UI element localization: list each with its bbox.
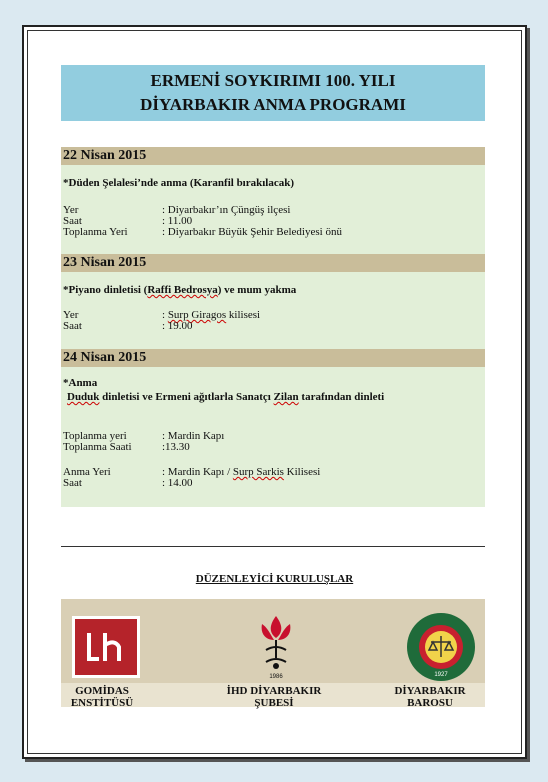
org-name-line: İHD DİYARBAKIR [226, 685, 322, 697]
detail-key: Toplanma Yeri [63, 226, 128, 238]
performer-name: Raffi Bedrosya [147, 284, 218, 296]
value-text: : Mardin Kapı / [162, 466, 233, 478]
detail-key: Saat [63, 320, 82, 332]
detail-key: Yer [63, 309, 79, 321]
day-event-1: *Düden Şelalesi’nde anma (Karanfil bırakılacak) [63, 177, 295, 189]
org-name-gomidas [62, 685, 142, 709]
org-name-ihd [219, 685, 329, 709]
event-text: *Piyano dinletisi ( [63, 284, 148, 296]
title-line-2: DİYARBAKIR ANMA PROGRAMI [140, 95, 406, 114]
org-name-baro [390, 685, 470, 709]
detail-value: : Mardin Kapı [162, 430, 225, 442]
value-text: : [162, 309, 168, 321]
day-section-1 [61, 147, 485, 254]
detail-row [61, 467, 485, 478]
baro-seal-icon [406, 612, 476, 682]
day-section-3 [61, 349, 485, 507]
value-text: Kilisesi [283, 466, 321, 478]
artist-name: Zilan [273, 391, 299, 403]
church-name: Surp Sarkis [232, 466, 284, 478]
day-date-1: 22 Nisan 2015 [61, 147, 485, 165]
detail-key: Saat [63, 477, 82, 489]
detail-key: Toplanma yeri [63, 430, 127, 442]
day-event-3: *Anma [63, 377, 98, 389]
detail-key: Saat [63, 215, 82, 227]
detail-value: : Diyarbakır Büyük Şehir Belediyesi önü [162, 226, 342, 238]
section-divider [61, 546, 485, 547]
day-date-2: 23 Nisan 2015 [61, 254, 485, 272]
org-name-line: ŞUBESİ [254, 697, 294, 709]
ihd-flower-icon [256, 614, 296, 680]
detail-value: : Diyarbakır’ın Çüngüş ilçesi [162, 204, 291, 216]
church-name: Surp Giragos [167, 309, 227, 321]
org-name-line: GOMİDAS [75, 685, 129, 697]
title-box [61, 65, 485, 121]
baro-logo [406, 612, 476, 682]
detail-row [61, 321, 485, 332]
value-text: kilisesi [226, 309, 261, 321]
org-name-line: DİYARBAKIR [394, 685, 466, 697]
organizers-heading: DÜZENLEYİCİ KURULUŞLAR [195, 573, 354, 585]
detail-row [61, 227, 485, 238]
event-text: dinletisi ve Ermeni ağıtlarla Sanatçı [99, 391, 274, 403]
detail-key: Yer [63, 204, 79, 216]
detail-value: : 14.00 [162, 477, 193, 489]
detail-value: :13.30 [162, 441, 190, 453]
event-text: ) ve mum yakma [217, 284, 297, 296]
baro-logo-year: 1927 [434, 672, 448, 678]
title-line-1: ERMENİ SOYKIRIMI 100. YILI [150, 71, 396, 90]
detail-value: : 19.00 [162, 320, 193, 332]
detail-row [61, 310, 485, 321]
event-text: tarafından dinleti [298, 391, 385, 403]
ihd-logo-year: 1986 [269, 674, 283, 680]
day-section-2 [61, 254, 485, 349]
detail-row [61, 442, 485, 453]
program-page [22, 25, 527, 759]
day-event-2 [61, 284, 485, 296]
gomidas-logo [72, 616, 140, 678]
day-date-3: 24 Nisan 2015 [61, 349, 485, 367]
detail-row [61, 478, 485, 489]
detail-row [61, 205, 485, 216]
ihd-logo [256, 614, 296, 680]
instrument-name: Duduk [67, 391, 100, 403]
org-name-line: ENSTİTÜSÜ [70, 697, 134, 709]
org-name-line: BAROSU [407, 697, 453, 709]
detail-key: Toplanma Saati [63, 441, 132, 453]
detail-value: : 11.00 [162, 215, 193, 227]
gomidas-logo-mark [75, 619, 137, 675]
day-event-3-detail [61, 391, 485, 403]
detail-key: Anma Yeri [63, 466, 111, 478]
